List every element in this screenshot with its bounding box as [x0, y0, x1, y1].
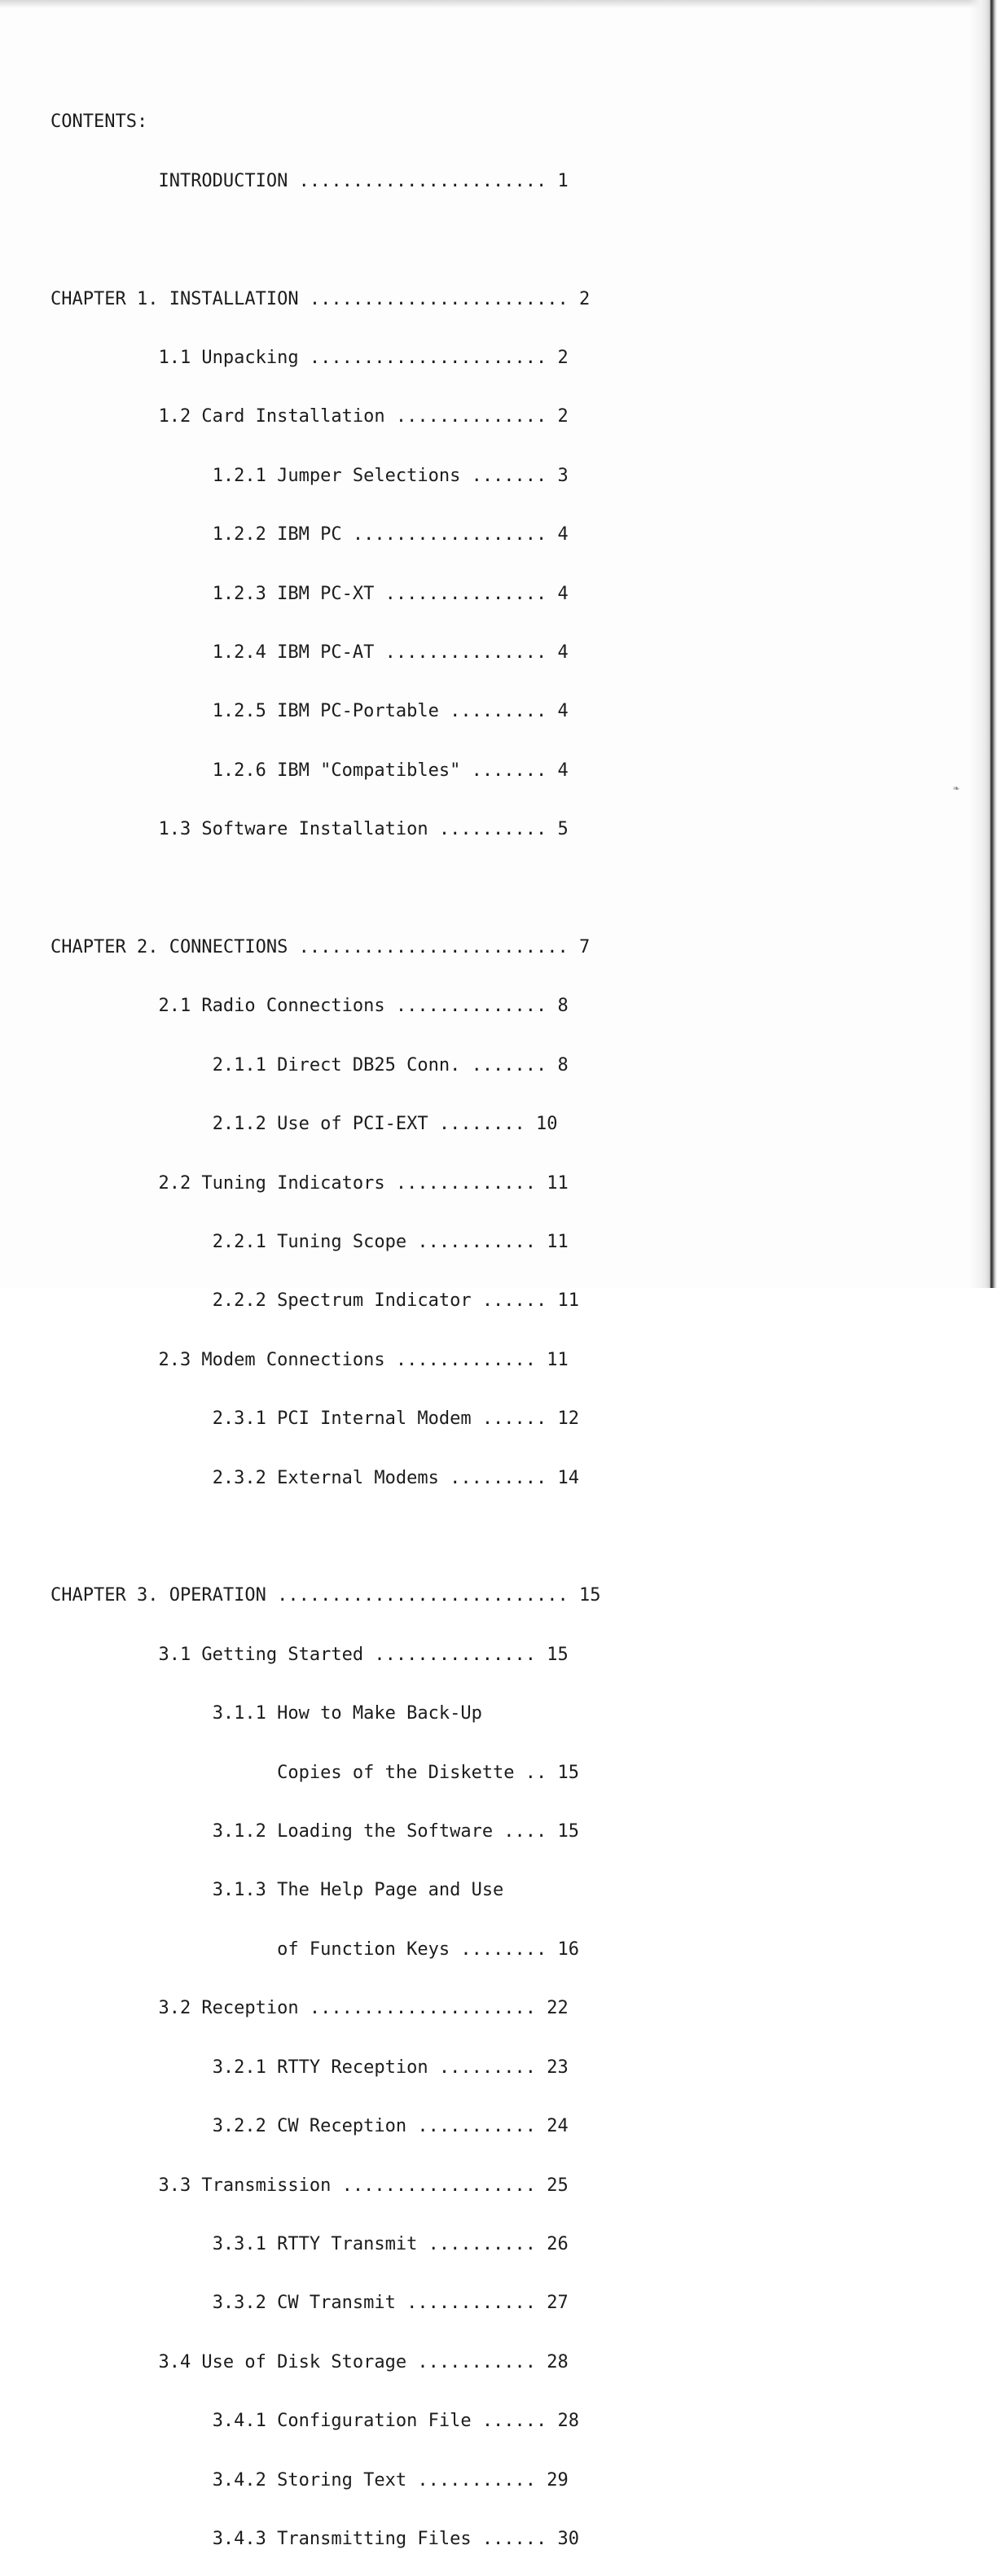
- toc-line-chapter-2: CHAPTER 2. CONNECTIONS ......................... 7: [51, 936, 591, 957]
- toc-line-2-1-1: 2.1.1 Direct DB25 Conn. ....... 8: [212, 1054, 569, 1076]
- toc-line-3-4-3: 3.4.3 Transmitting Files ...... 30: [212, 2528, 580, 2549]
- toc-line-3-4-2: 3.4.2 Storing Text ........... 29: [212, 2469, 569, 2491]
- toc-line-2-3-2: 2.3.2 External Modems ......... 14: [212, 1467, 580, 1488]
- toc-spacer: [51, 1527, 601, 1547]
- toc-line-1-2-3: 1.2.3 IBM PC-XT ............... 4: [212, 583, 569, 604]
- toc-line-3-2-2: 3.2.2 CW Reception ........... 24: [212, 2116, 569, 2137]
- scan-speck-icon: ❧: [953, 782, 960, 795]
- toc-line-3-1-3: 3.1.3 The Help Page and Use: [212, 1880, 504, 1901]
- toc-line-2-1-2: 2.1.2 Use of PCI-EXT ........ 10: [212, 1114, 558, 1135]
- contents-heading: CONTENTS:: [51, 112, 148, 133]
- scan-top-edge: [0, 0, 997, 8]
- toc-line-2-2: 2.2 Tuning Indicators ............. 11: [158, 1172, 569, 1194]
- toc-line-1-2-2: 1.2.2 IBM PC .................. 4: [212, 524, 569, 545]
- toc-line-1-2-1: 1.2.1 Jumper Selections ....... 3: [212, 465, 569, 486]
- toc-line-3-1-1-cont: Copies of the Diskette .. 15: [277, 1762, 580, 1783]
- toc-line-3-1-3-cont: of Function Keys ........ 16: [277, 1939, 580, 1960]
- toc-line-2-1: 2.1 Radio Connections .............. 8: [158, 996, 569, 1017]
- toc-line-2-3-1: 2.3.1 PCI Internal Modem ...... 12: [212, 1408, 580, 1430]
- toc-line-3-4-1: 3.4.1 Configuration File ...... 28: [212, 2411, 580, 2432]
- toc-line-3-2: 3.2 Reception ..................... 22: [158, 1998, 569, 2019]
- toc-line-3-3: 3.3 Transmission .................. 25: [158, 2175, 569, 2196]
- toc-line-1-2-5: 1.2.5 IBM PC-Portable ......... 4: [212, 701, 569, 722]
- toc-line-1-3: 1.3 Software Installation .......... 5: [158, 819, 569, 840]
- toc-line-1-1: 1.1 Unpacking ...................... 2: [158, 347, 569, 368]
- toc-line-introduction: INTRODUCTION ....................... 1: [158, 170, 569, 191]
- toc-line-3-1-2: 3.1.2 Loading the Software .... 15: [212, 1821, 580, 1842]
- toc-line-3-3-2: 3.3.2 CW Transmit ............ 27: [212, 2293, 569, 2314]
- toc-line-2-3: 2.3 Modem Connections ............. 11: [158, 1349, 569, 1370]
- toc-line-3-3-1: 3.3.1 RTTY Transmit .......... 26: [212, 2233, 569, 2254]
- toc-line-3-1-1: 3.1.1 How to Make Back-Up: [212, 1703, 482, 1724]
- scan-right-edge: [969, 0, 997, 1288]
- toc-line-3-2-1: 3.2.1 RTTY Reception ......... 23: [212, 2057, 569, 2078]
- toc-spacer: [51, 879, 601, 899]
- toc-line-2-2-2: 2.2.2 Spectrum Indicator ...... 11: [212, 1290, 580, 1312]
- toc-line-chapter-1: CHAPTER 1. INSTALLATION ........................ 2: [51, 288, 591, 309]
- toc-line-1-2: 1.2 Card Installation .............. 2: [158, 406, 569, 427]
- toc-line-1-2-4: 1.2.4 IBM PC-AT ............... 4: [212, 642, 569, 663]
- toc-line-3-1: 3.1 Getting Started ............... 15: [158, 1644, 569, 1665]
- toc-spacer: [51, 230, 601, 250]
- table-of-contents: [51, 73, 601, 2576]
- toc-line-1-2-6: 1.2.6 IBM "Compatibles" ....... 4: [212, 760, 569, 781]
- toc-line-2-2-1: 2.2.1 Tuning Scope ........... 11: [212, 1232, 569, 1252]
- toc-line-chapter-3: CHAPTER 3. OPERATION ........................... 15: [51, 1585, 601, 1606]
- toc-line-3-4: 3.4 Use of Disk Storage ........... 28: [158, 2351, 569, 2372]
